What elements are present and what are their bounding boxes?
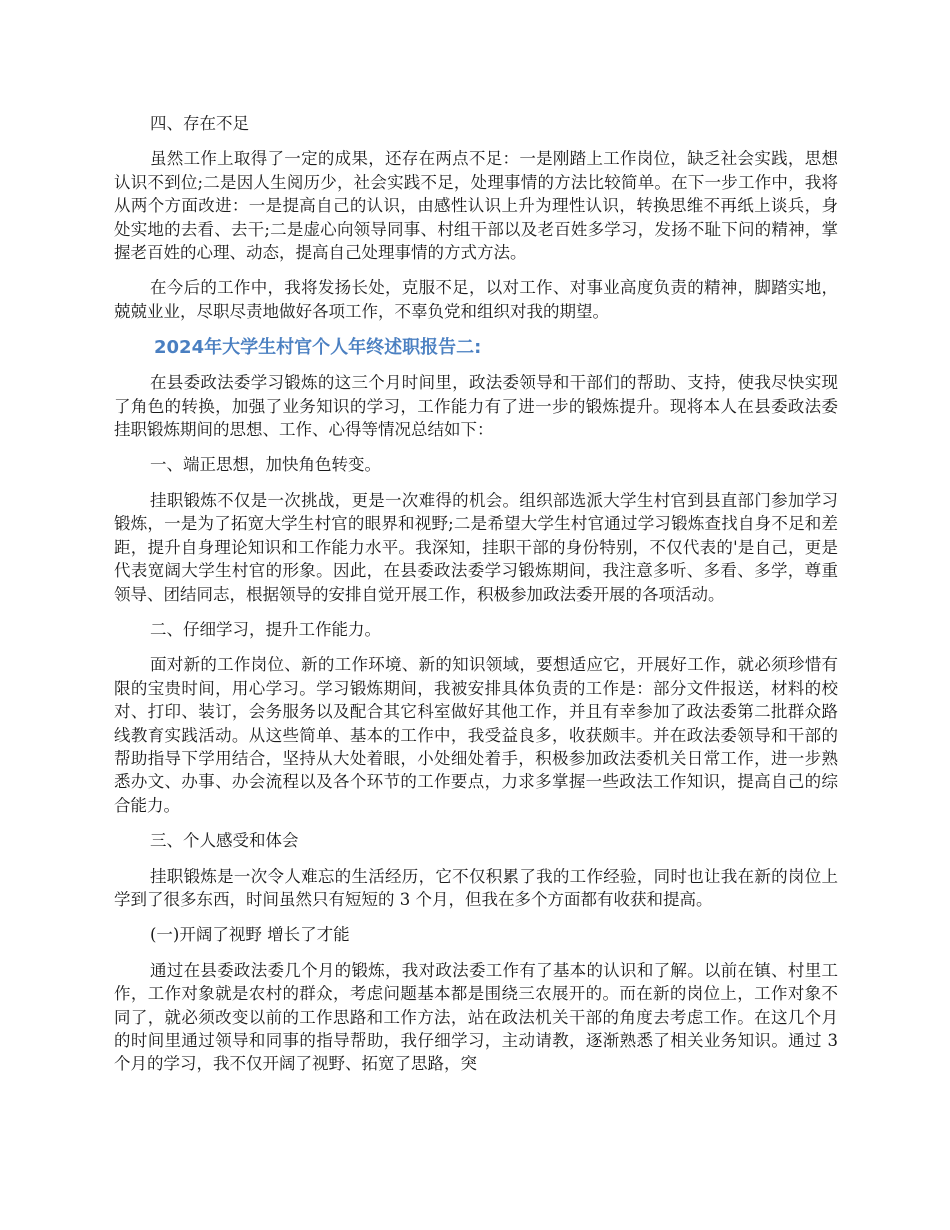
section-heading-thinking: 一、端正思想，加快角色转变。 (150, 455, 381, 475)
section-heading-experience: 三、个人感受和体会 (150, 831, 299, 851)
paragraph-shortcomings: 虽然工作上取得了一定的成果，还存在两点不足：一是刚踏上工作岗位，缺乏社会实践，思想认识不到位;二是因人生阅历少，社会实践不足，处理事情的方法比较简单。在下一步工作中，我将从两个方面改进：一是提高自己的认识，由感性认识上升为理性认识，转换思维不再纸上谈兵，身处实地的去看、去干;二是虚心向领导同事、村组干部以及老百姓多学习，发扬不耻下问的精神，掌握老百姓的心理、动态，提高自己处理事情的方式方法。 (114, 149, 838, 263)
paragraph-horizon: 通过在县委政法委几个月的锻炼，我对政法委工作有了基本的认识和了解。以前在镇、村里工作，工作对象就是农村的群众，考虑问题基本都是围绕三农展开的。而在新的岗位上，工作对象不同了，就必须改变以前的工作思路和工作方法，站在政法机关干部的角度去考虑工作。在这几个月的时间里通过领导和同事的指导帮助，我仔细学习，主动请教，逐渐熟悉了相关业务知识。通过 3 个月的学习，我不仅开阔了视野、拓宽了思路，突 (114, 960, 838, 1074)
report-title-two: 2024年大学生村官个人年终述职报告二: (154, 337, 482, 359)
paragraph-learning: 面对新的工作岗位、新的工作环境、新的知识领域，要想适应它，开展好工作，就必须珍惜有限的宝贵时间，用心学习。学习锻炼期间，我被安排具体负责的工作是：部分文件报送，材料的校对、打印、装订，会务服务以及配合其它科室做好其他工作，并且有幸参加了政法委第二批群众路线教育实践活动。从这些简单、基本的工作中，我受益良多，收获颇丰。并在政法委领导和干部的帮助指导下学用结合，坚持从大处着眼，小处细处着手，积极参加政法委机关日常工作，进一步熟悉办文、办事、办会流程以及各个环节的工作要点，力求多掌握一些政法工作知识，提高自己的综合能力。 (114, 655, 838, 815)
paragraph-intro: 在县委政法委学习锻炼的这三个月时间里，政法委领导和干部们的帮助、支持，使我尽快实现了角色的转换，加强了业务知识的学习，工作能力有了进一步的锻炼提升。现将本人在县委政法委挂职锻炼期间的思想、工作、心得等情况总结如下： (114, 373, 838, 440)
paragraph-experience: 挂职锻炼是一次令人难忘的生活经历，它不仅积累了我的工作经验，同时也让我在新的岗位上学到了很多东西，时间虽然只有短短的 3 个月，但我在多个方面都有收获和提高。 (114, 866, 838, 909)
document-page (114, 112, 838, 1088)
subheading-horizon: (一)开阔了视野 增长了才能 (150, 925, 350, 945)
section-heading-shortcomings: 四、存在不足 (150, 114, 249, 133)
section-heading-learning: 二、仔细学习，提升工作能力。 (150, 619, 381, 639)
paragraph-future-work: 在今后的工作中，我将发扬长处，克服不足，以对工作、对事业高度负责的精神，脚踏实地，兢兢业业，尽职尽责地做好各项工作，不辜负党和组织对我的期望。 (114, 278, 838, 321)
paragraph-thinking: 挂职锻炼不仅是一次挑战，更是一次难得的机会。组织部选派大学生村官到县直部门参加学习锻炼，一是为了拓宽大学生村官的眼界和视野;二是希望大学生村官通过学习锻炼查找自身不足和差距，提升自身理论知识和工作能力水平。我深知，挂职干部的身份特别，不仅代表的'是自己，更是代表宽阔大学生村官的形象。因此，在县委政法委学习锻炼期间，我注意多听、多看、多学，尊重领导、团结同志，根据领导的安排自觉开展工作，积极参加政法委开展的各项活动。 (114, 490, 838, 604)
